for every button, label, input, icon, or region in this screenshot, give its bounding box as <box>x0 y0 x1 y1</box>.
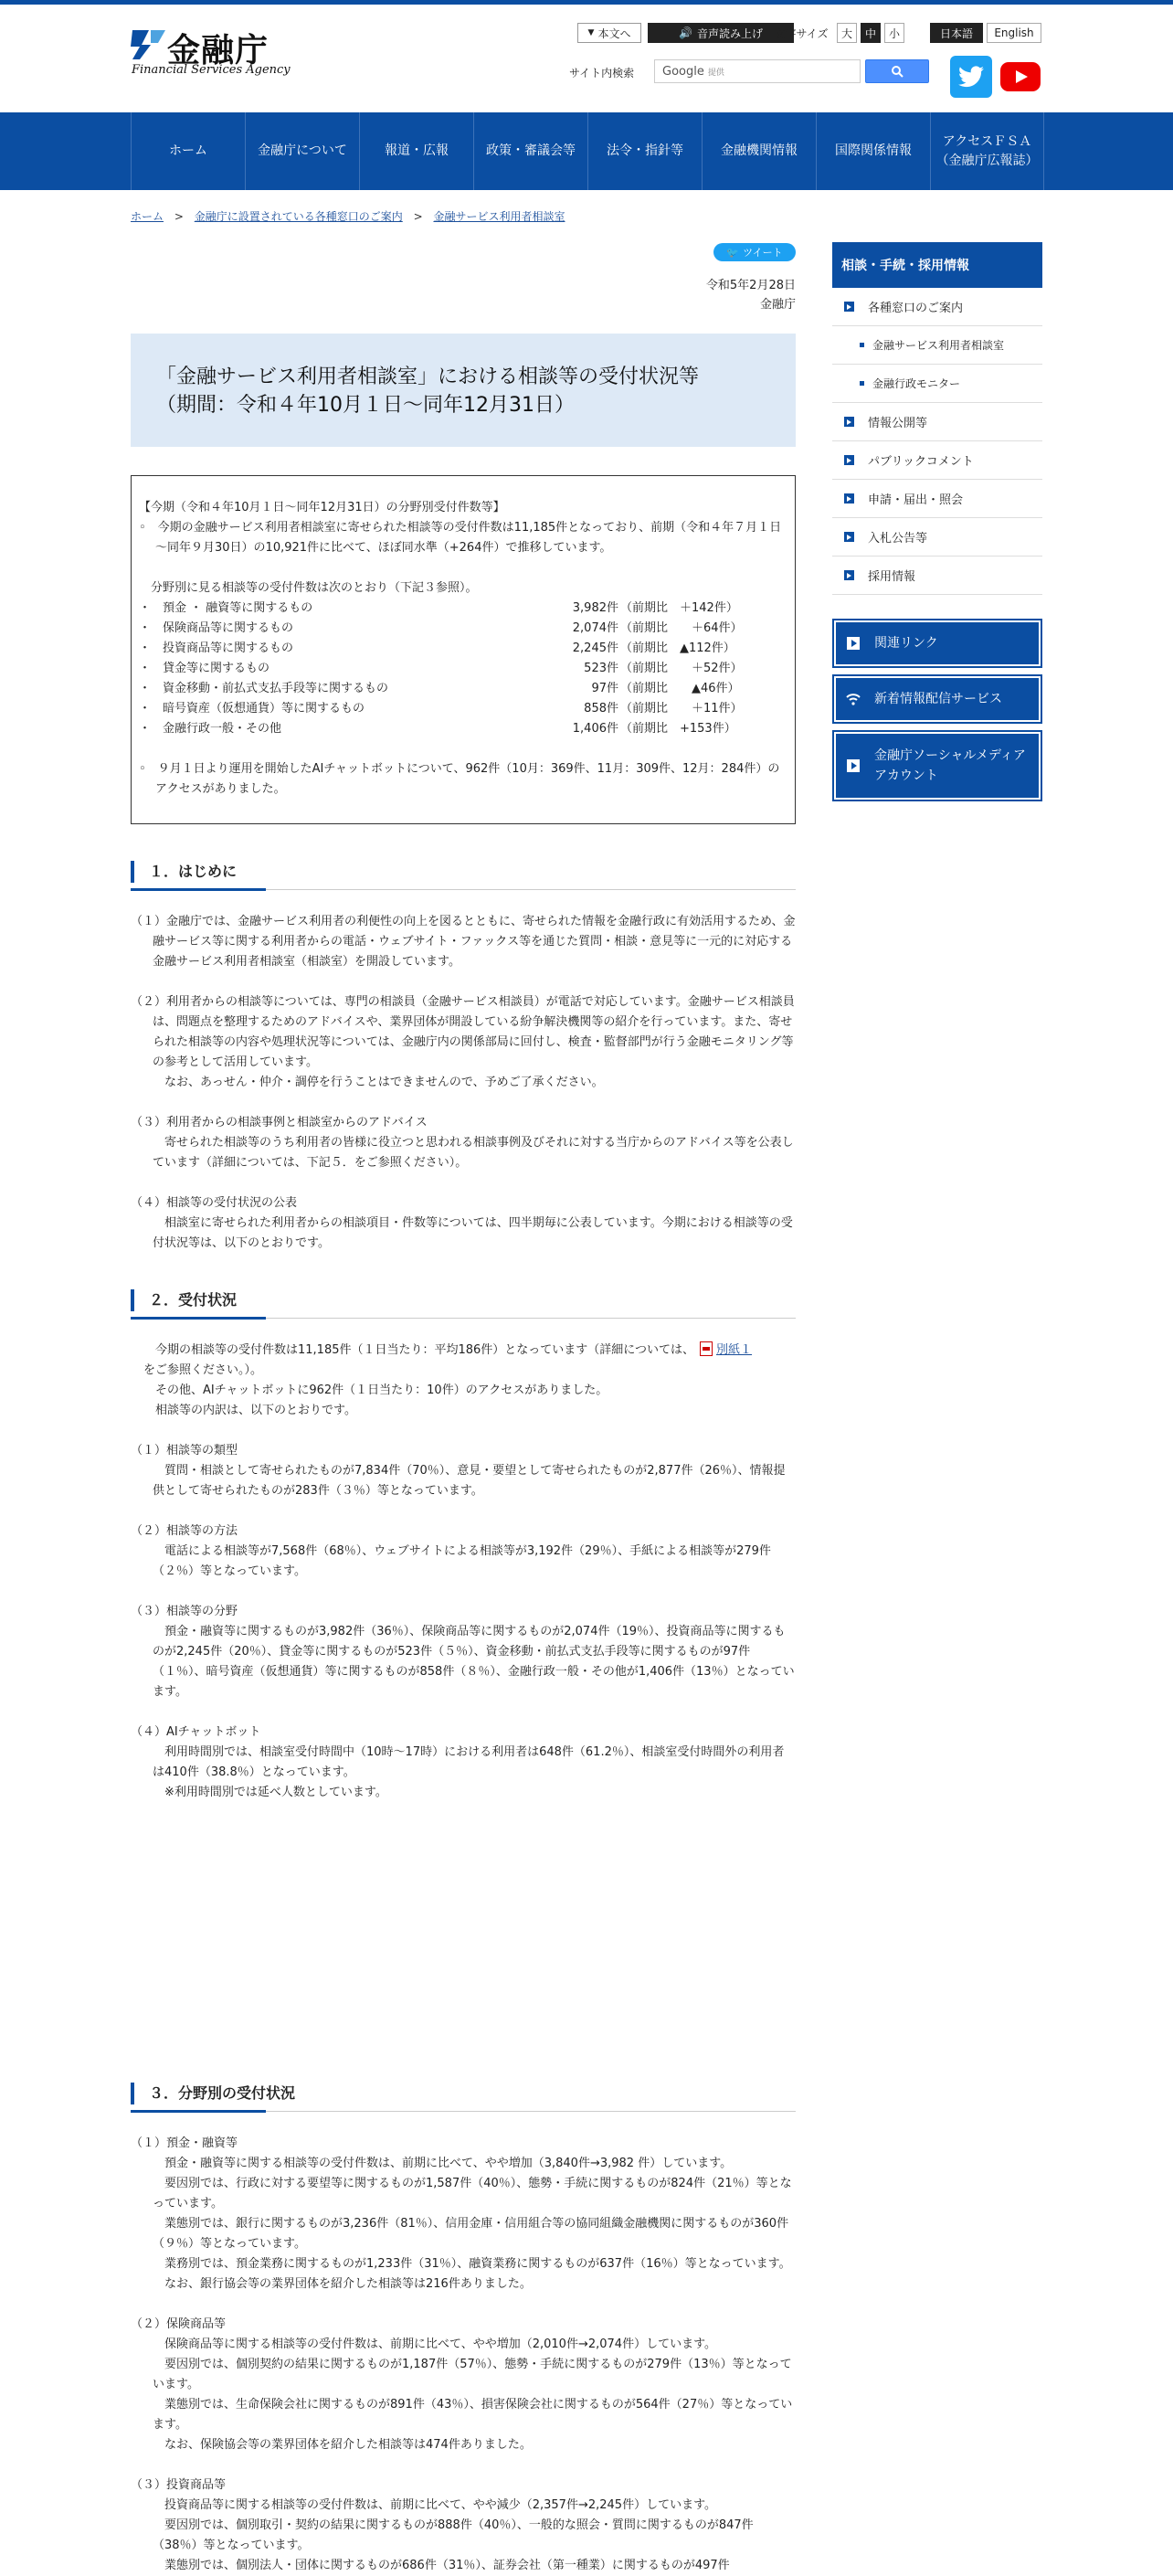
summary-row <box>139 619 786 639</box>
related-links-label: 関連リンク <box>874 636 938 651</box>
row-count: 1,406件 <box>572 722 618 736</box>
voice-label: 音声読み上げ <box>696 27 763 40</box>
intro-p1: （１）金融庁では、金融サービス利用者の利便性の向上を図るとともに、寄せられた情報を金融行政に有効活用するため、金融サービス等に関する利用者からの電話・ウェブサイト・ファックス等を通じた質問・相談・意見等に一元的に対応する金融サービス利用者相談室（相談室）を開設しています。 <box>131 915 796 969</box>
youtube-link[interactable] <box>999 56 1041 98</box>
row-label: ・ 預金 ・ 融資等に関するもの <box>139 601 313 615</box>
arrow-square-icon <box>844 417 854 427</box>
search-label: サイト内検索 <box>569 67 635 80</box>
row-compare: （前期比 ▲46件） <box>620 682 740 695</box>
sidebar-item-label: 申請・届出・照会 <box>868 493 964 507</box>
twitter-bird-icon: 🐦 <box>726 246 740 259</box>
sidebar-sub-label: 金融行政モニター <box>872 377 961 390</box>
arrow-square-icon <box>844 570 854 580</box>
row-label: ・ 貸金等に関するもの <box>139 662 270 675</box>
summary-lead: 分野別に見る相談等の受付件数は次のとおり（下記３参照）。 <box>139 581 478 595</box>
status-s4-heading: （４）AIチャットボット <box>131 1725 261 1739</box>
sidebar-item-public-comment[interactable] <box>832 441 1042 480</box>
spacer <box>131 1093 796 1113</box>
spacer <box>131 2455 796 2475</box>
search-button[interactable] <box>865 59 929 83</box>
nav-institutions[interactable]: 金融機関情報 <box>703 112 817 190</box>
speaker-icon: 🔊 <box>679 27 692 39</box>
spacer <box>131 2295 796 2315</box>
intro-p2b: なお、あっせん・仲介・調停を行うことはできませんので、予めご了承ください。 <box>153 1076 604 1089</box>
tweet-button[interactable] <box>713 243 796 261</box>
page-title-line1: 「金融サービス利用者相談室」における相談等の受付状況等 <box>156 366 700 388</box>
row-compare: （前期比 ＋11件） <box>620 702 743 716</box>
twitter-icon <box>958 66 984 88</box>
related-links-button[interactable] <box>832 619 1042 668</box>
breadcrumb-current[interactable]: 金融サービス利用者相談室 <box>433 210 565 223</box>
status-p2: その他、AIチャットボットに962件（１日当たり：10件）のアクセスがありました。 <box>143 1383 608 1397</box>
row-count: 97件 <box>591 682 618 695</box>
section-heading-status: ２．受付状況 <box>131 1289 796 1319</box>
google-brand-text: Google <box>662 64 704 79</box>
lang-ja-button[interactable]: 日本語 <box>930 23 983 43</box>
triangle-down-icon: ▼ <box>587 28 595 37</box>
field-c2: 要因別では、個別取引・契約の結果に関するものが888件（40％）、一般的な照会・質問に関するものが847件（38％）等となっています。 <box>153 2518 754 2552</box>
summary-heading: 【今期（令和４年10月１日～同年12月31日）の分野別受付件数等】 <box>139 501 505 514</box>
summary-row <box>139 699 786 719</box>
site-header <box>0 5 1173 112</box>
skip-to-content-button[interactable] <box>577 23 641 43</box>
rss-service-button[interactable] <box>832 674 1042 724</box>
page-title <box>131 334 796 447</box>
section-field <box>131 2134 796 2576</box>
section-intro <box>131 912 796 1254</box>
row-label: ・ 暗号資産（仮想通貨）等に関するもの <box>139 702 365 716</box>
summary-row <box>139 639 786 659</box>
sidebar-item-windows[interactable] <box>832 288 1042 326</box>
spacer <box>131 1702 796 1723</box>
publish-date: 令和5年2月28日 <box>705 279 796 292</box>
status-s3-heading: （３）相談等の分野 <box>131 1605 238 1618</box>
attachment-1-link[interactable]: 別紙１ <box>716 1343 753 1357</box>
search-input[interactable] <box>654 59 861 83</box>
sidebar-sub-label: 金融サービス利用者相談室 <box>872 339 1005 352</box>
field-c3: 業態別では、個別法人・団体に関するものが686件（31％）、証券会社（第一種業）に関するものが497件 <box>153 2559 730 2572</box>
nav-press[interactable]: 報道・広報 <box>360 112 474 190</box>
breadcrumb-sep: > <box>174 210 184 223</box>
field-c1: 投資商品等に関する相談等の受付件数は、前期に比べて、やや減少（2,357件→2,245件）しています。 <box>153 2498 717 2512</box>
status-p1 <box>131 1341 796 1381</box>
font-size-small-button[interactable]: 小 <box>884 23 904 43</box>
summary-box <box>131 475 796 824</box>
social-media-button[interactable] <box>832 730 1042 801</box>
spacer <box>139 739 786 759</box>
spacer <box>131 1582 796 1602</box>
google-brand-sub: 提供 <box>707 68 724 78</box>
sidebar-item-applications[interactable] <box>832 480 1042 518</box>
field-a5: なお、銀行協会等の業界団体を紹介した相談等は216件ありました。 <box>153 2277 532 2291</box>
summary-ai-note: ◦ ９月１日より運用を開始したAIチャットボットについて、962件（10月：369件、11月：309件、12月：284件）のアクセスがありました。 <box>139 762 780 796</box>
nav-policy[interactable]: 政策・審議会等 <box>474 112 588 190</box>
sidebar-sub-monitor[interactable] <box>832 365 1042 403</box>
row-count: 2,245件 <box>572 641 618 655</box>
pdf-icon <box>700 1341 713 1356</box>
spacer <box>131 972 796 992</box>
intro-p4: 相談室に寄せられた利用者からの相談項目・件数等については、四半期毎に公表しています。今期における相談等の受付状況等は、以下のとおりです。 <box>153 1216 793 1250</box>
summary-row <box>139 719 786 739</box>
spacer <box>131 1173 796 1193</box>
row-compare: （前期比 ＋64件） <box>620 621 743 635</box>
field-a-heading: （１）預金・融資等 <box>131 2136 238 2150</box>
nav-access-fsa[interactable]: アクセスＦＳＡ （金融庁広報誌） <box>931 112 1044 190</box>
arrow-square-icon <box>844 455 854 465</box>
status-s3: 預金・融資等に関するものが3,982件（36％）、保険商品等に関するものが2,074件（19％）、投資商品等に関するものが2,245件（20％）、貸金等に関するものが523件（５％）、資金移動・前払式支払手段等に関するものが97件（１％）、暗号資産（仮想通貨）等に関するものが858件（８％）、金融行政一般・その他が1,406件（13％）となっています。 <box>153 1625 795 1699</box>
row-compare: （前期比 +153件） <box>620 722 736 736</box>
status-s2-heading: （２）相談等の方法 <box>131 1524 238 1538</box>
sidebar-item-label: 情報公開等 <box>868 417 928 430</box>
summary-row <box>139 599 786 619</box>
dateline <box>706 276 796 314</box>
row-label: ・ 投資商品等に関するもの <box>139 641 294 655</box>
field-a3: 業態別では、銀行に関するものが3,236件（81％）、信用金庫・信用組合等の協同組織金融機関に関するものが360件（９％）等となっています。 <box>153 2217 789 2251</box>
arrow-square-icon <box>844 532 854 542</box>
field-a4: 業務別では、預金業務に関するものが1,233件（31％）、融資業務に関するものが637件（16％）等となっています。 <box>153 2257 791 2271</box>
field-a1: 預金・融資等に関する相談等の受付件数は、前期に比べて、やや増加（3,840件→3,982 件）しています。 <box>153 2157 733 2170</box>
intro-p2: （２）利用者からの相談等については、専門の相談員（金融サービス相談員）が電話で対応しています。金融サービス相談員は、問題点を整理するためのアドバイスや、業界団体が開設している紛争解決機関等の紹介を行っています。また、寄せられた相談等の内容や処理状況等については、金融庁内の関係部局に回付し、検査・監督部門が行う金融モニタリング等の参考として活用しています。 <box>131 995 795 1069</box>
arrow-square-icon <box>844 302 854 312</box>
nav-about[interactable]: 金融庁について <box>246 112 360 190</box>
intro-p3: 寄せられた相談等のうち利用者の皆様に役立つと思われる相談事例及びそれに対する当庁からのアドバイス等を公表しています（詳細については、下記５．をご参照ください）。 <box>153 1136 794 1170</box>
status-p1-text2: をご参照ください。）。 <box>143 1363 263 1377</box>
font-size-medium-button[interactable]: 中 <box>861 23 881 43</box>
section-status <box>131 1341 796 1803</box>
sidebar-item-tenders[interactable] <box>832 518 1042 557</box>
row-compare: （前期比 ＋142件） <box>620 601 738 615</box>
spacer <box>131 1501 796 1521</box>
arrow-square-icon <box>847 637 860 650</box>
sidebar-heading[interactable]: 相談・手続・採用情報 <box>832 242 1042 288</box>
summary-row <box>139 659 786 679</box>
row-count: 858件 <box>584 702 618 716</box>
logo-en-text: Financial Services Agency <box>132 63 291 77</box>
status-s4-note: ※利用時間別では延べ人数としています。 <box>153 1786 387 1799</box>
field-c-heading: （３）投資商品等 <box>131 2478 227 2492</box>
bullet-icon <box>860 381 864 386</box>
field-b-heading: （２）保険商品等 <box>131 2317 227 2331</box>
row-count: 3,982件 <box>572 601 618 615</box>
breadcrumb-windows[interactable]: 金融庁に設置されている各種窓口のご案内 <box>194 210 403 223</box>
status-p3: 相談等の内訳は、以下のとおりです。 <box>143 1404 356 1417</box>
row-count: 523件 <box>584 662 618 675</box>
sidebar-item-label: 入札公告等 <box>868 532 928 546</box>
field-b3: 業態別では、生命保険会社に関するものが891件（43％）、損害保険会社に関するものが564件（27％）等となっています。 <box>153 2398 793 2432</box>
sidebar-item-disclosure[interactable] <box>832 403 1042 441</box>
nav-home[interactable]: ホーム <box>132 112 246 190</box>
row-compare: （前期比 ＋52件） <box>620 662 743 675</box>
spacer <box>139 558 786 578</box>
logo-jp-text: 金融庁 <box>167 31 269 69</box>
sidebar-item-recruit[interactable] <box>832 557 1042 595</box>
row-compare: （前期比 ▲112件） <box>620 641 735 655</box>
row-label: ・ 保険商品等に関するもの <box>139 621 294 635</box>
breadcrumb-sep: > <box>413 210 423 223</box>
row-count: 2,074件 <box>572 621 618 635</box>
intro-p3-heading: （３）利用者からの相談事例と相談室からのアドバイス <box>131 1116 428 1129</box>
breadcrumb-home[interactable]: ホーム <box>131 210 164 223</box>
skip-label: 本文へ <box>597 27 631 40</box>
summary-row <box>139 679 786 699</box>
fsa-logo[interactable] <box>131 25 295 80</box>
status-s1: 質問・相談として寄せられたものが7,834件（70％）、意見・要望として寄せられたものが2,877件（26％）、情報提供として寄せられたものが283件（３％）等となっています。 <box>153 1464 786 1498</box>
font-size-large-button[interactable]: 大 <box>837 23 857 43</box>
font-size-label: 文字サイズ <box>774 27 829 40</box>
sidebar-sub-consult[interactable] <box>832 326 1042 365</box>
sidebar-item-label: 採用情報 <box>868 570 916 584</box>
rss-service-label: 新着情報配信サービス <box>874 692 1002 706</box>
nav-international[interactable]: 国際関係情報 <box>817 112 931 190</box>
arrow-square-icon <box>844 493 854 504</box>
summary-intro: ◦ 今期の金融サービス利用者相談室に寄せられた相談等の受付件数は11,185件となっており、前期（令和４年７月１日～同年９月30日）の10,921件に比べて、ほぼ同水準（+264件）で推移しています。 <box>139 521 782 555</box>
lang-en-button[interactable]: English <box>987 23 1041 43</box>
publisher: 金融庁 <box>759 298 796 312</box>
page-title-line2: （期間：令和４年10月１日～同年12月31日） <box>156 394 575 417</box>
field-b2: 要因別では、個別契約の結果に関するものが1,187件（57％）、態勢・手続に関するものが279件（13％）等となっています。 <box>153 2358 792 2391</box>
spacer <box>131 1421 796 1441</box>
breadcrumb <box>131 208 565 224</box>
field-a2: 要因別では、行政に対する要望等に関するものが1,587件（40％）、態勢・手続に関するものが824件（21％）等となっています。 <box>153 2177 792 2210</box>
status-s1-heading: （１）相談等の類型 <box>131 1444 238 1458</box>
social-media-label: 金融庁ソーシャルメディアアカウント <box>874 748 1026 783</box>
section-heading-intro: １．はじめに <box>131 861 796 890</box>
search-icon <box>892 66 904 78</box>
wifi-icon <box>847 693 860 705</box>
field-b4: なお、保険協会等の業界団体を紹介した相談等は474件ありました。 <box>153 2438 532 2452</box>
row-label: ・ 資金移動・前払式支払手段等に関するもの <box>139 682 389 695</box>
youtube-icon <box>1000 62 1041 91</box>
status-p1-text: 今期の相談等の受付件数は11,185件（１日当たり：平均186件）となっています（詳細については、 <box>143 1343 695 1357</box>
arrow-square-icon <box>847 759 860 772</box>
status-s2: 電話による相談等が7,568件（68％）、ウェブサイトによる相談等が3,192件（29％）、手紙による相談等が279件（２％）等となっています。 <box>153 1544 771 1578</box>
bullet-icon <box>860 343 864 347</box>
sidebar-item-label: 各種窓口のご案内 <box>868 302 964 315</box>
sidebar-item-label: パブリックコメント <box>868 455 974 469</box>
tweet-label: ツイート <box>743 247 783 259</box>
global-nav <box>0 112 1173 190</box>
field-b1: 保険商品等に関する相談等の受付件数は、前期に比べて、やや増加（2,010件→2,074件）しています。 <box>153 2337 717 2351</box>
row-label: ・ 金融行政一般・その他 <box>139 722 282 736</box>
status-s4: 利用時間別では、相談室受付時間中（10時～17時）における利用者は648件（61.2％）、相談室受付時間外の利用者は410件（38.8％）となっています。 <box>153 1745 785 1779</box>
nav-laws[interactable]: 法令・指針等 <box>588 112 703 190</box>
fsa-logo-icon <box>131 27 167 61</box>
twitter-link[interactable] <box>950 56 992 98</box>
intro-p4-heading: （４）相談等の受付状況の公表 <box>131 1196 298 1210</box>
section-heading-field: ３．分野別の受付状況 <box>131 2083 796 2112</box>
